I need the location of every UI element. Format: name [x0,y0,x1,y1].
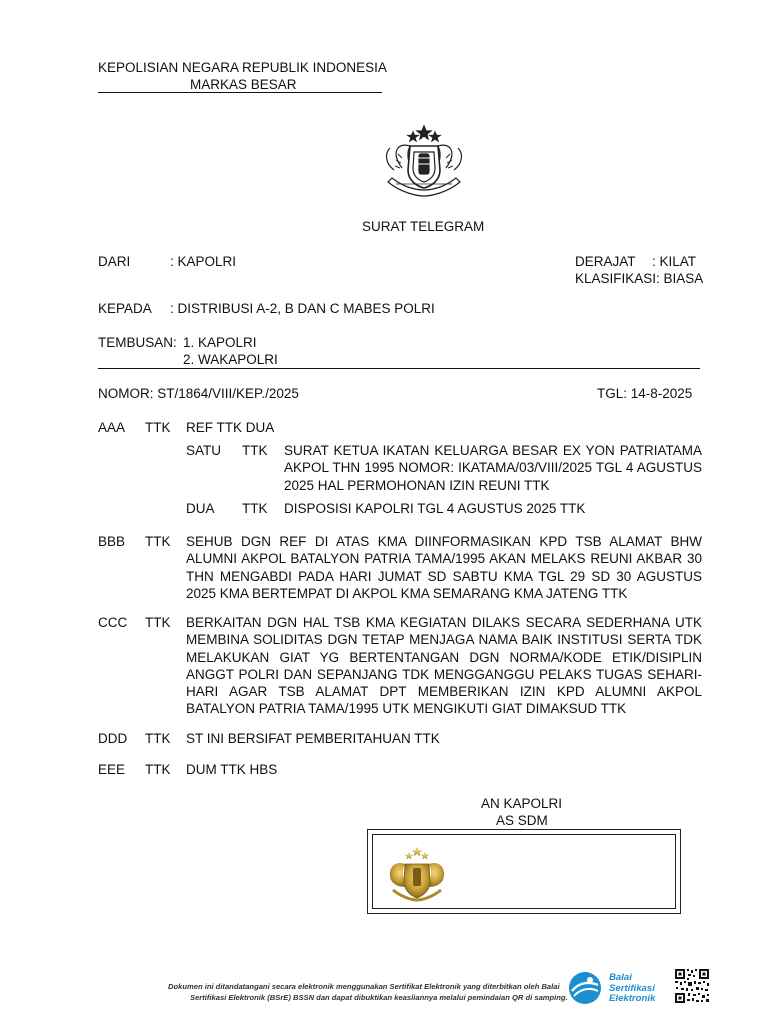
bsre-line3: Elektronik [609,993,656,1004]
bsre-wordmark [609,973,655,1005]
org-name: KEPOLISIAN NEGARA REPUBLIK INDONESIA [98,60,387,75]
dari-label: DARI [98,254,131,269]
nomor: NOMOR: ST/1864/VIII/KEP./2025 [98,386,299,401]
section-ttk: TTK [145,534,171,549]
polri-gold-seal-icon [385,846,449,902]
meta-divider [98,368,700,369]
derajat-value: : KILAT [652,254,697,269]
document-title: SURAT TELEGRAM [362,219,485,234]
subsection-ttk: TTK [242,501,268,516]
derajat-label: DERAJAT [575,254,636,269]
subsection-label: SATU [186,443,222,458]
org-unit: MARKAS BESAR [190,77,297,92]
subsection-text: SURAT KETUA IKATAN KELUARGA BESAR EX YON PATRIATAMA AKPOL THN 1995 NOMOR: IKATAMA/03/VIII/2025 TGL 4 AGUSTUS 2025 HAL PERMOHONAN IZIN REUNI TTK [284,443,702,493]
footer-disclaimer [168,981,568,1003]
kepada-label: KEPADA [98,301,152,316]
tembusan-label: TEMBUSAN: [98,335,177,350]
section-label: AAA [98,420,126,435]
signature-line1: AN KAPOLRI [481,796,563,811]
kepada-value: : DISTRIBUSI A-2, B DAN C MABES POLRI [170,301,435,316]
section-ttk: TTK [145,762,171,777]
header-underline [98,92,382,93]
tembusan-item: 1. KAPOLRI [183,335,257,350]
section-label: BBB [98,534,126,549]
bsre-line1: Balai [609,972,632,983]
section-text: ST INI BERSIFAT PEMBERITAHUAN TTK [186,731,440,746]
section-ttk: TTK [145,420,171,435]
bsre-logo-icon [566,971,604,1005]
subsection-text: DISPOSISI KAPOLRI TGL 4 AGUSTUS 2025 TTK [284,501,586,516]
section-ttk: TTK [145,615,171,630]
section-label: CCC [98,615,128,630]
section-ttk: TTK [145,731,171,746]
subsection-label: DUA [186,501,215,516]
tembusan-item: 2. WAKAPOLRI [183,352,278,367]
section-label: DDD [98,731,128,746]
footer-line2: Sertifikasi Elektronik (BSrE) BSSN dan dapat dibuktikan keasliannya melalui pemindaian QR di samping. [190,993,568,1002]
polri-tribrata-emblem-icon [380,124,468,202]
footer-line1: Dokumen ini ditandatangani secara elektronik menggunakan Sertifikat Elektronik yang diterbitkan oleh Balai [168,982,560,991]
dari-value: : KAPOLRI [170,254,237,269]
signature-line2: AS SDM [496,813,548,828]
klasifikasi: KLASIFIKASI: BIASA [575,271,704,286]
section-text: SEHUB DGN REF DI ATAS KMA DIINFORMASIKAN KPD TSB ALAMAT BHW ALUMNI AKPOL BATALYON PATRIA TAMA/1995 AKAN MELAKS REUNI AKBAR 30 THN MENGABDI PADA HARI JUMAT SD SABTU KMA TGL 29 SD 30 AGUSTUS 2025 KMA BERTEMPAT DI AKPOL KMA SEMARANG KMA JATENG TTK [186,534,702,601]
section-text: DUM TTK HBS [186,762,278,777]
qr-code-icon [674,968,710,1004]
section-label: EEE [98,762,126,777]
section-text: REF TTK DUA [186,420,275,435]
subsection-ttk: TTK [242,443,268,458]
tanggal: TGL: 14-8-2025 [597,386,693,401]
bsre-line2: Sertifikasi [609,982,655,994]
section-text: BERKAITAN DGN HAL TSB KMA KEGIATAN DILAKS SECARA SEDERHANA UTK MEMBINA SOLIDITAS DGN TETAP MENJAGA NAMA BAIK INSTITUSI SERTA TDK MELAKUKAN GIAT YG BERTENTANGAN DGN NORMA/KODE ETIK/DISIPLIN ANGGT POLRI DAN SEPANJANG TDK MENGGANGGU PELAKS TUGAS SEHARI-HARI AGAR TSB ALAMAT DPT MEMBERIKAN IZIN KPD ALUMNI AKPOL BATALYON PATRIA TAMA/1995 UTK MENGIKUTI GIAT DIMAKSUD TTK [186,615,702,717]
